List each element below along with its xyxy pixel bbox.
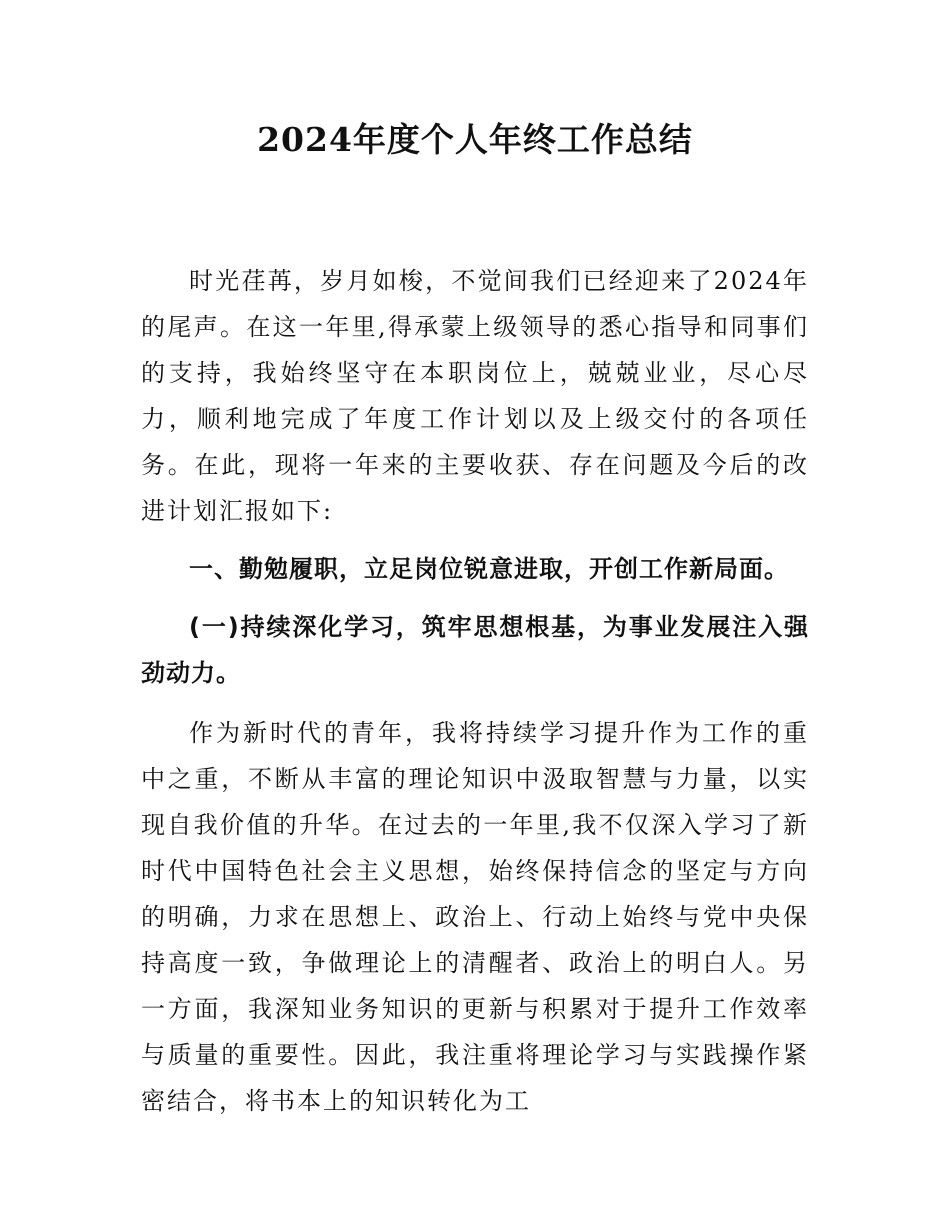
- section-heading: 一、勤勉履职，立足岗位锐意进取，开创工作新局面。: [189, 555, 789, 583]
- document-body: [141, 258, 809, 1124]
- body-paragraph: 作为新时代的青年，我将持续学习提升作为工作的重中之重，不断从丰富的理论知识中汲取智慧与力量，以实现自我价值的升华。在过去的一年里,我不仅深入学习了新时代中国特色社会主义思想，始终保持信念的坚定与方向的明确，力求在思想上、政治上、行动上始终与党中央保持高度一致，争做理论上的清醒者、政治上的明白人。另一方面，我深知业务知识的更新与积累对于提升工作效率与质量的重要性。因此，我注重将理论学习与实践操作紧密结合，将书本上的知识转化为工: [141, 719, 809, 1115]
- document-title: 2024年度个人年终工作总结: [257, 120, 693, 159]
- intro-paragraph: 时光荏苒，岁月如梭，不觉间我们已经迎来了2024年的尾声。在这一年里,得承蒙上级领导的悉心指导和同事们的支持，我始终坚守在本职岗位上，兢兢业业，尽心尽力，顺利地完成了年度工作计划以及上级交付的各项任务。在此，现将一年来的主要收获、存在问题及今后的改进计划汇报如下:: [141, 267, 809, 525]
- subsection-heading: (一)持续深化学习，筑牢思想根基，为事业发展注入强劲动力。: [141, 613, 809, 687]
